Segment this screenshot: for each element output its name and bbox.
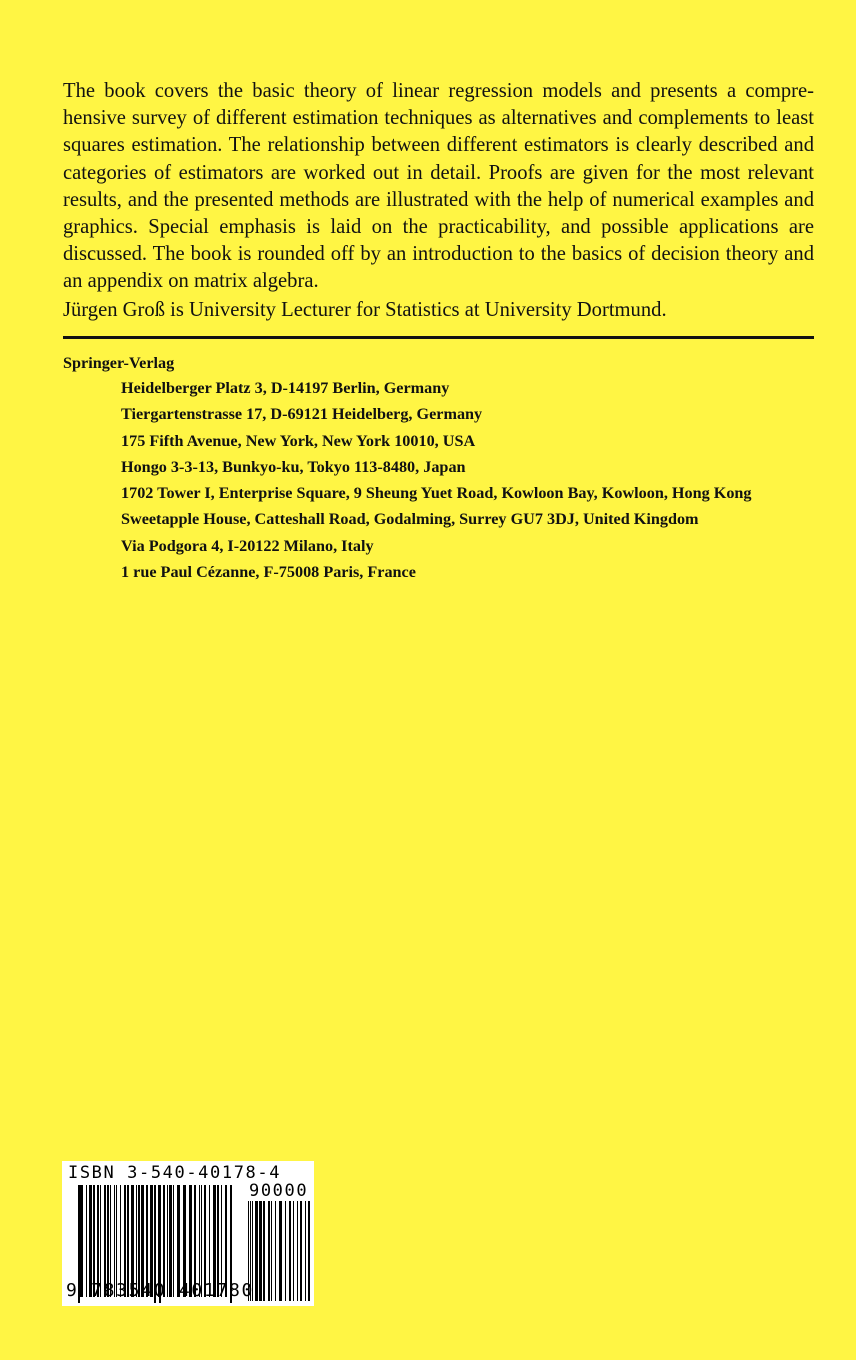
address-berlin: Heidelberger Platz 3, D-14197 Berlin, Germany [121,379,450,397]
address-paris: 1 rue Paul Cézanne, F-75008 Paris, France [121,563,416,582]
publisher-addresses [121,378,752,588]
address-hong-kong: 1702 Tower I, Enterprise Square, 9 Sheung Yuet Road, Kowloon Bay, Kowloon, Hong Kong [121,484,752,503]
ean-number: 9 783540 401780 [66,1280,255,1301]
isbn-label: ISBN 3-540-40178-4 [68,1163,282,1183]
publisher-name: Springer-Verlag [63,354,175,372]
address-milano: Via Podgora 4, I-20122 Milano, Italy [121,536,374,555]
isbn-barcode [62,1161,314,1306]
barcode-addon-number: 90000 [249,1181,309,1201]
address-godalming: Sweetapple House, Catteshall Road, Godalming, Surrey GU7 3DJ, United Kingdom [121,510,699,529]
divider-rule [63,336,814,339]
address-heidelberg: Tiergartenstrasse 17, D-69121 Heidelberg, Germany [121,405,483,424]
address-new-york: 175 Fifth Avenue, New York, New York 10010, USA [121,431,476,450]
address-tokyo: Hongo 3-3-13, Bunkyo-ku, Tokyo 113-8480, Japan [121,457,466,476]
author-note: Jürgen Groß is University Lecturer for Statistics at University Dortmund. [63,299,667,321]
book-description: The book covers the basic theory of linear regression models and presents a comprehensive survey of different estimation techniques as alternatives and complements to least squares estimation. The relationship between different estimators is clearly described and categories of estimators are worked out in detail. Proofs are given for the most relevant results, and the presented methods are illustrated with the help of numerical examples and graphics. Special emphasis is laid on the practicability, and possible applications are discussed. The book is rounded off by an introduction to the basics of decision theory and an appendix on matrix algebra. [63,80,814,293]
